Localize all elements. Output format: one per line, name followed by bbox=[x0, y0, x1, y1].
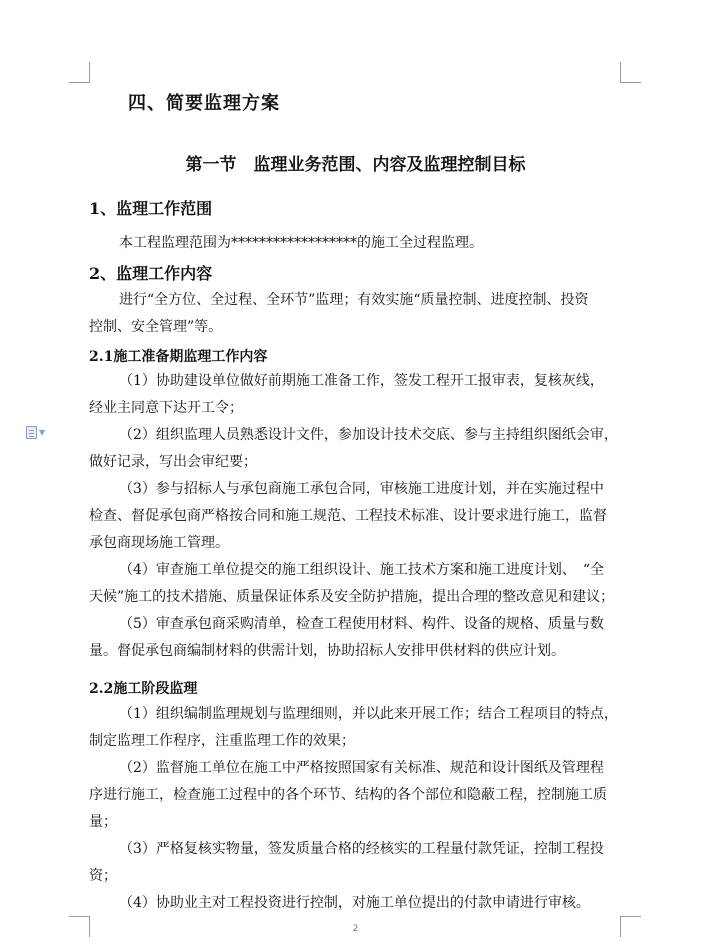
list-item-line: （3）参与招标人与承包商施工承包合同，审核施工进度计划，并在实施过程中 bbox=[119, 481, 604, 497]
subsection-title-preparation: 2.1施工准备期监理工作内容 bbox=[89, 349, 268, 365]
list-item-line: （4）协助业主对工程投资进行控制，对施工单位提出的付款申请进行审核。 bbox=[119, 895, 590, 911]
list-item-line: （3）严格复核实物量，签发质量合格的经核实的工程量付款凭证，控制工程投 bbox=[119, 841, 604, 857]
list-item-line: 做好记录，写出会审纪要； bbox=[89, 454, 257, 470]
paragraph-line: 进行“全方位、全过程、全环节”监理；有效实施“质量控制、进度控制、投资 bbox=[119, 292, 589, 308]
chevron-down-icon: ▼ bbox=[39, 427, 46, 437]
list-item-line: （2）组织监理人员熟悉设计文件，参加设计技术交底、参与主持组织图纸会审， bbox=[119, 427, 618, 443]
list-item-line: 量。督促承包商编制材料的供需计划，协助招标人安排甲供材料的供应计划。 bbox=[89, 643, 565, 659]
chapter-title: 四、简要监理方案 bbox=[128, 93, 280, 114]
preparation-list bbox=[89, 368, 624, 665]
scope-paragraph bbox=[89, 230, 624, 257]
paragraph-line: 控制、安全管理”等。 bbox=[89, 319, 223, 335]
list-item-line: 量； bbox=[89, 814, 117, 830]
list-item-line: 序进行施工，检查施工过程中的各个环节、结构的各个部位和隐蔽工程，控制施工质 bbox=[89, 787, 607, 803]
page-icon bbox=[26, 426, 37, 439]
document-icon[interactable] bbox=[26, 424, 52, 440]
subsection-title-construction: 2.2施工阶段监理 bbox=[89, 681, 198, 697]
list-item-line: （4）审查施工单位提交的施工组织设计、施工技术方案和施工进度计划、 “全 bbox=[119, 562, 605, 578]
list-item-line: 检查、督促承包商严格按合同和施工规范、工程技术标准、设计要求进行施工，监督 bbox=[89, 508, 607, 524]
list-item-line: （5）审查承包商采购清单，检查工程使用材料、构件、设备的规格、质量与数 bbox=[119, 616, 604, 632]
subsection-title-scope: 1、监理工作范围 bbox=[89, 199, 213, 218]
list-item-line: 资； bbox=[89, 868, 117, 884]
paragraph-line: 本工程监理范围为******************的施工全过程监理。 bbox=[119, 235, 483, 251]
content-paragraph bbox=[89, 287, 624, 341]
subsection-title-content: 2、监理工作内容 bbox=[89, 264, 213, 283]
list-item-line: （1）组织编制监理规划与监理细则，并以此来开展工作；结合工程项目的特点， bbox=[119, 706, 618, 722]
list-item-line: （1）协助建设单位做好前期施工准备工作，签发工程开工报审表，复核灰线， bbox=[119, 373, 604, 389]
section-title: 第一节 监理业务范围、内容及监理控制目标 bbox=[185, 155, 526, 175]
list-item-line: 制定监理工作程序，注重监理工作的效果； bbox=[89, 733, 355, 749]
list-item-line: 经业主同意下达开工令； bbox=[89, 400, 243, 416]
list-item-line: 承包商现场施工管理。 bbox=[89, 535, 229, 551]
list-item-line: （2）监督施工单位在施工中严格按照国家有关标准、规范和设计图纸及管理程 bbox=[119, 760, 604, 776]
crop-mark-top-left bbox=[69, 62, 90, 83]
crop-mark-top-right bbox=[620, 62, 641, 83]
list-item-line: 天候”施工的技术措施、质量保证体系及安全防护措施，提出合理的整改意见和建议； bbox=[89, 589, 615, 605]
page-number: 2 bbox=[352, 924, 359, 934]
construction-list bbox=[89, 701, 624, 917]
